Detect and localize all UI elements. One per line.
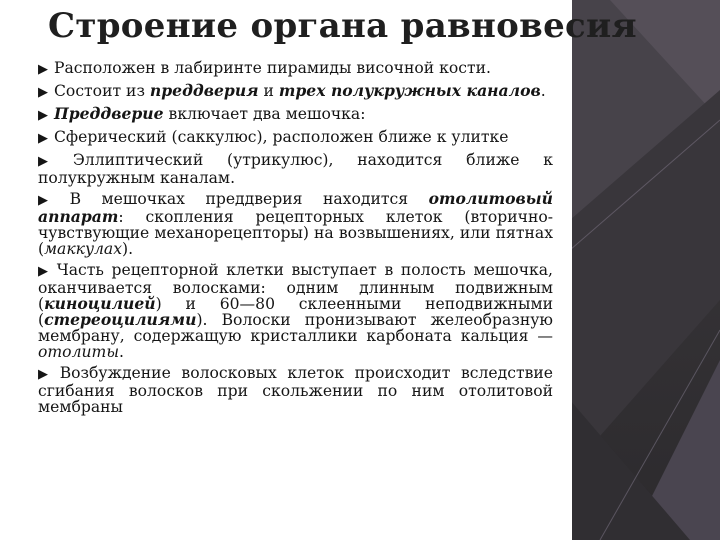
paragraph-text-run: Возбуждение волосковых клеток происходит вследствие сгибания волосков при скольжении по ним отолитовой мембраны — [38, 364, 554, 416]
bullet-paragraph — [38, 60, 553, 78]
bullet-paragraph — [38, 83, 553, 101]
bullet-paragraph — [38, 365, 553, 415]
paragraph-text-run: ). Волоски пронизывают желеобразную мембрану, содержащую кристаллики карбоната кальция — — [38, 311, 553, 345]
bullet-triangle-icon: ▶ — [38, 108, 48, 123]
bullet-triangle-icon: ▶ — [38, 131, 48, 146]
bullet-triangle-icon: ▶ — [38, 367, 54, 382]
paragraph-text-run: ). — [122, 240, 134, 258]
paragraph-text-run: . — [540, 82, 546, 100]
paragraph-text-run: Эллиптический (утрикулюс), находится ближе к полукружным каналам. — [38, 151, 553, 187]
paragraph-text-run: и — [258, 82, 279, 100]
bullet-paragraph — [38, 152, 553, 186]
slide-title: Строение органа равновесия — [48, 6, 637, 46]
bullet-triangle-icon: ▶ — [38, 154, 67, 169]
paragraph-text-run: Часть рецепторной клетки выступает в полость мешочка, оканчивается волосками: одним длинным подвижным ( — [38, 261, 554, 313]
decorative-shapes — [570, 0, 720, 540]
bullet-triangle-icon: ▶ — [38, 62, 48, 77]
paragraph-text-run: : скопления рецепторных клеток (вторично-чувствующие механорецепторы) на возвышениях, или пятнах ( — [38, 208, 553, 258]
paragraph-text-run: отолитовый аппарат — [38, 189, 553, 226]
bullet-paragraph — [38, 106, 553, 124]
bullet-paragraph — [38, 129, 553, 147]
paragraph-text-run: трех полукружных каналов — [278, 81, 541, 100]
paragraph-text-run: стереоцилиями — [44, 310, 197, 329]
paragraph-text-run: отолиты — [38, 343, 120, 361]
bullet-paragraph — [38, 191, 553, 257]
paragraph-text-run: Состоит из — [54, 82, 150, 100]
bullet-triangle-icon: ▶ — [38, 85, 48, 100]
decorative-side-panel — [570, 0, 720, 540]
paragraph-text-run: В мешочках преддверия находится — [69, 190, 429, 208]
paragraph-text-run: маккулах — [44, 240, 123, 258]
paragraph-text-run: включает два мешочка: — [163, 105, 366, 123]
bullet-paragraph — [38, 262, 553, 360]
paragraph-text-run: Преддверие — [54, 104, 164, 123]
paragraph-text-run: . — [119, 343, 124, 361]
bullet-triangle-icon: ▶ — [38, 193, 64, 208]
paragraph-text-run: киноцилией — [44, 294, 156, 313]
bullet-triangle-icon: ▶ — [38, 264, 51, 279]
bullet-list — [38, 60, 553, 420]
paragraph-text-run: Сферический (саккулюс), расположен ближе к улитке — [54, 128, 509, 146]
paragraph-text-run: преддверия — [149, 81, 259, 100]
paragraph-text-run: ) и 60—80 склеенными неподвижными ( — [38, 295, 553, 329]
paragraph-text-run: Расположен в лабиринте пирамиды височной кости. — [54, 59, 491, 77]
